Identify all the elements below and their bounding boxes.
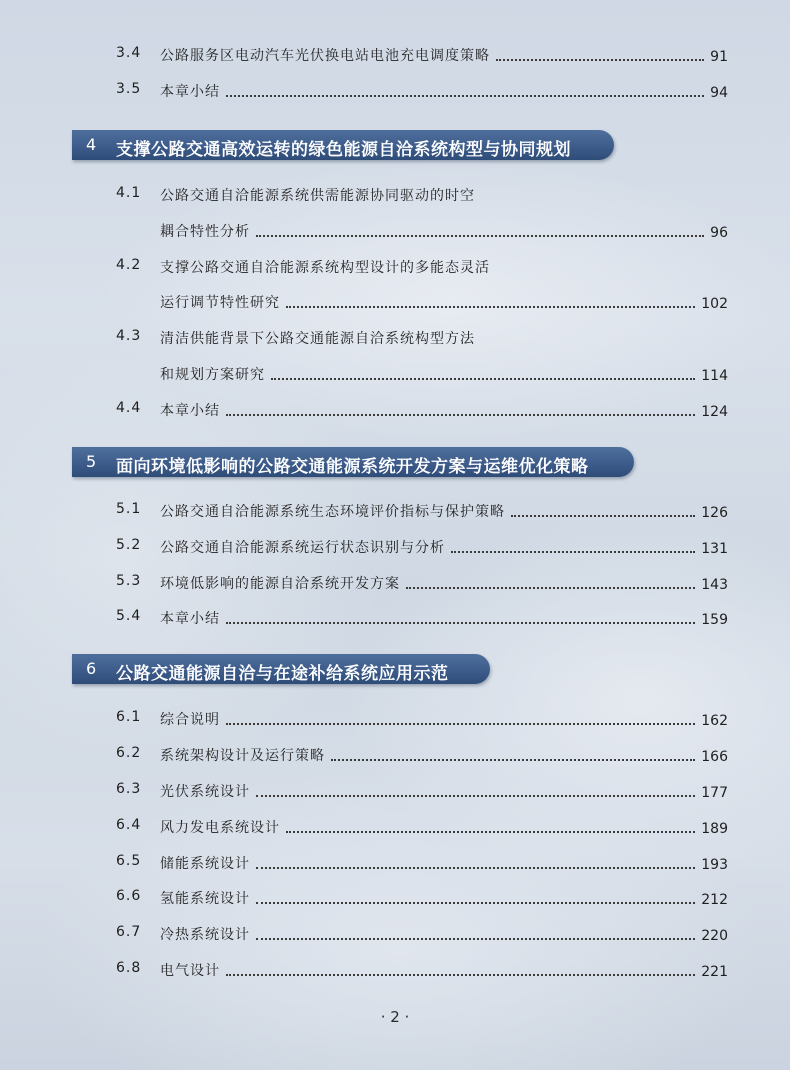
toc-entry-4-2-cont[interactable] [116, 289, 728, 313]
toc-entry-number: 5.1 [116, 501, 142, 517]
dot-leader [226, 622, 695, 624]
toc-entry-title: 储能系统设计 [160, 856, 250, 872]
toc-entry-page: 166 [701, 749, 728, 765]
toc-entry-page: 94 [710, 85, 728, 101]
dot-leader [226, 95, 704, 97]
toc-entry-5-1[interactable] [116, 498, 728, 522]
toc-entry-number: 5.4 [116, 608, 142, 624]
toc-entry-title: 公路服务区电动汽车光伏换电站电池充电调度策略 [160, 48, 490, 64]
dot-leader [271, 378, 695, 380]
toc-entry-page: 102 [701, 296, 728, 312]
toc-entry-page: 189 [701, 821, 728, 837]
toc-entry-title-line1: 清洁供能背景下公路交通能源自洽系统构型方法 [160, 331, 475, 347]
toc-entry-title: 环境低影响的能源自洽系统开发方案 [160, 576, 400, 592]
dot-leader [226, 974, 695, 976]
chapter-title: 公路交通能源自洽与在途补给系统应用示范 [116, 664, 449, 684]
dot-leader [406, 587, 695, 589]
dot-leader [331, 759, 695, 761]
toc-entry-number: 3.4 [116, 45, 142, 61]
chapter-title: 面向环境低影响的公路交通能源系统开发方案与运维优化策略 [116, 457, 589, 477]
toc-entry-page: 143 [701, 577, 728, 593]
toc-entry-4-4[interactable] [116, 397, 728, 421]
toc-entry-6-4[interactable] [116, 814, 728, 838]
toc-entry-page: 96 [710, 225, 728, 241]
toc-entry-number: 6.8 [116, 960, 142, 976]
toc-entry-title-line1: 公路交通自洽能源系统供需能源协同驱动的时空 [160, 188, 475, 204]
chapter-heading-4[interactable] [72, 130, 614, 160]
toc-entry-number: 6.2 [116, 745, 142, 761]
page-number: · 2 · [380, 1008, 410, 1026]
toc-entry-page: 159 [701, 612, 728, 628]
toc-entry-5-2[interactable] [116, 534, 728, 558]
toc-entry-title: 冷热系统设计 [160, 927, 250, 943]
toc-entry-page: 193 [701, 857, 728, 873]
dot-leader [256, 795, 695, 797]
toc-entry-title: 综合说明 [160, 712, 220, 728]
dot-leader [286, 306, 695, 308]
toc-entry-title: 光伏系统设计 [160, 784, 250, 800]
chapter-title: 支撑公路交通高效运转的绿色能源自洽系统构型与协同规划 [116, 140, 571, 160]
toc-entry-6-7[interactable] [116, 921, 728, 945]
toc-entry-number: 4.3 [116, 328, 142, 344]
toc-entry-page: 114 [701, 368, 728, 384]
dot-leader [256, 867, 695, 869]
dot-leader [451, 551, 695, 553]
toc-entry-4-2[interactable] [116, 254, 728, 278]
toc-entry-number: 5.3 [116, 573, 142, 589]
toc-entry-title: 本章小结 [160, 84, 220, 100]
toc-entry-number: 6.5 [116, 853, 142, 869]
toc-entry-page: 124 [701, 404, 728, 420]
chapter-heading-5[interactable] [72, 447, 634, 477]
dot-leader [496, 59, 704, 61]
toc-entry-title: 系统架构设计及运行策略 [160, 748, 325, 764]
toc-entry-title-line1: 支撑公路交通自洽能源系统构型设计的多能态灵活 [160, 260, 490, 276]
toc-entry-5-4[interactable] [116, 605, 728, 629]
toc-entry-title: 公路交通自洽能源系统生态环境评价指标与保护策略 [160, 504, 505, 520]
toc-entry-4-3[interactable] [116, 325, 728, 349]
toc-entry-page: 221 [701, 964, 728, 980]
toc-entry-4-1-cont[interactable] [116, 218, 728, 242]
toc-entry-number: 3.5 [116, 81, 142, 97]
toc-entry-4-1[interactable] [116, 182, 728, 206]
toc-entry-6-2[interactable] [116, 742, 728, 766]
chapter-number: 6 [86, 659, 97, 678]
toc-entry-page: 91 [710, 49, 728, 65]
toc-entry-title-line2: 耦合特性分析 [160, 224, 250, 240]
toc-entry-number: 6.6 [116, 888, 142, 904]
toc-entry-4-3-cont[interactable] [116, 361, 728, 385]
toc-entry-6-5[interactable] [116, 850, 728, 874]
toc-entry-page: 126 [701, 505, 728, 521]
dot-leader [256, 938, 695, 940]
toc-entry-6-8[interactable] [116, 957, 728, 981]
toc-entry-6-3[interactable] [116, 778, 728, 802]
toc-entry-title: 风力发电系统设计 [160, 820, 280, 836]
toc-entry-number: 4.1 [116, 185, 142, 201]
chapter-number: 4 [86, 135, 97, 154]
toc-entry-title: 公路交通自洽能源系统运行状态识别与分析 [160, 540, 445, 556]
chapter-heading-6[interactable] [72, 654, 490, 684]
dot-leader [226, 723, 695, 725]
dot-leader [256, 235, 704, 237]
toc-entry-page: 212 [701, 892, 728, 908]
toc-entry-number: 6.7 [116, 924, 142, 940]
dot-leader [226, 414, 695, 416]
toc-entry-title: 电气设计 [160, 963, 220, 979]
toc-entry-5-3[interactable] [116, 570, 728, 594]
toc-entry-number: 5.2 [116, 537, 142, 553]
toc-entry-title: 本章小结 [160, 403, 220, 419]
toc-entry-page: 220 [701, 928, 728, 944]
toc-entry-number: 6.1 [116, 709, 142, 725]
toc-entry-title: 本章小结 [160, 611, 220, 627]
toc-entry-number: 6.4 [116, 817, 142, 833]
toc-entry-number: 4.2 [116, 257, 142, 273]
toc-entry-6-1[interactable] [116, 706, 728, 730]
dot-leader [511, 515, 695, 517]
dot-leader [286, 831, 695, 833]
toc-entry-number: 4.4 [116, 400, 142, 416]
toc-entry-page: 162 [701, 713, 728, 729]
dot-leader [256, 902, 695, 904]
toc-entry-page: 131 [701, 541, 728, 557]
toc-entry-3-5[interactable] [116, 78, 728, 102]
toc-entry-6-6[interactable] [116, 885, 728, 909]
chapter-number: 5 [86, 452, 97, 471]
toc-entry-number: 6.3 [116, 781, 142, 797]
toc-entry-3-4[interactable] [116, 42, 728, 66]
toc-entry-title-line2: 运行调节特性研究 [160, 295, 280, 311]
toc-entry-title: 氢能系统设计 [160, 891, 250, 907]
toc-entry-page: 177 [701, 785, 728, 801]
toc-entry-title-line2: 和规划方案研究 [160, 367, 265, 383]
